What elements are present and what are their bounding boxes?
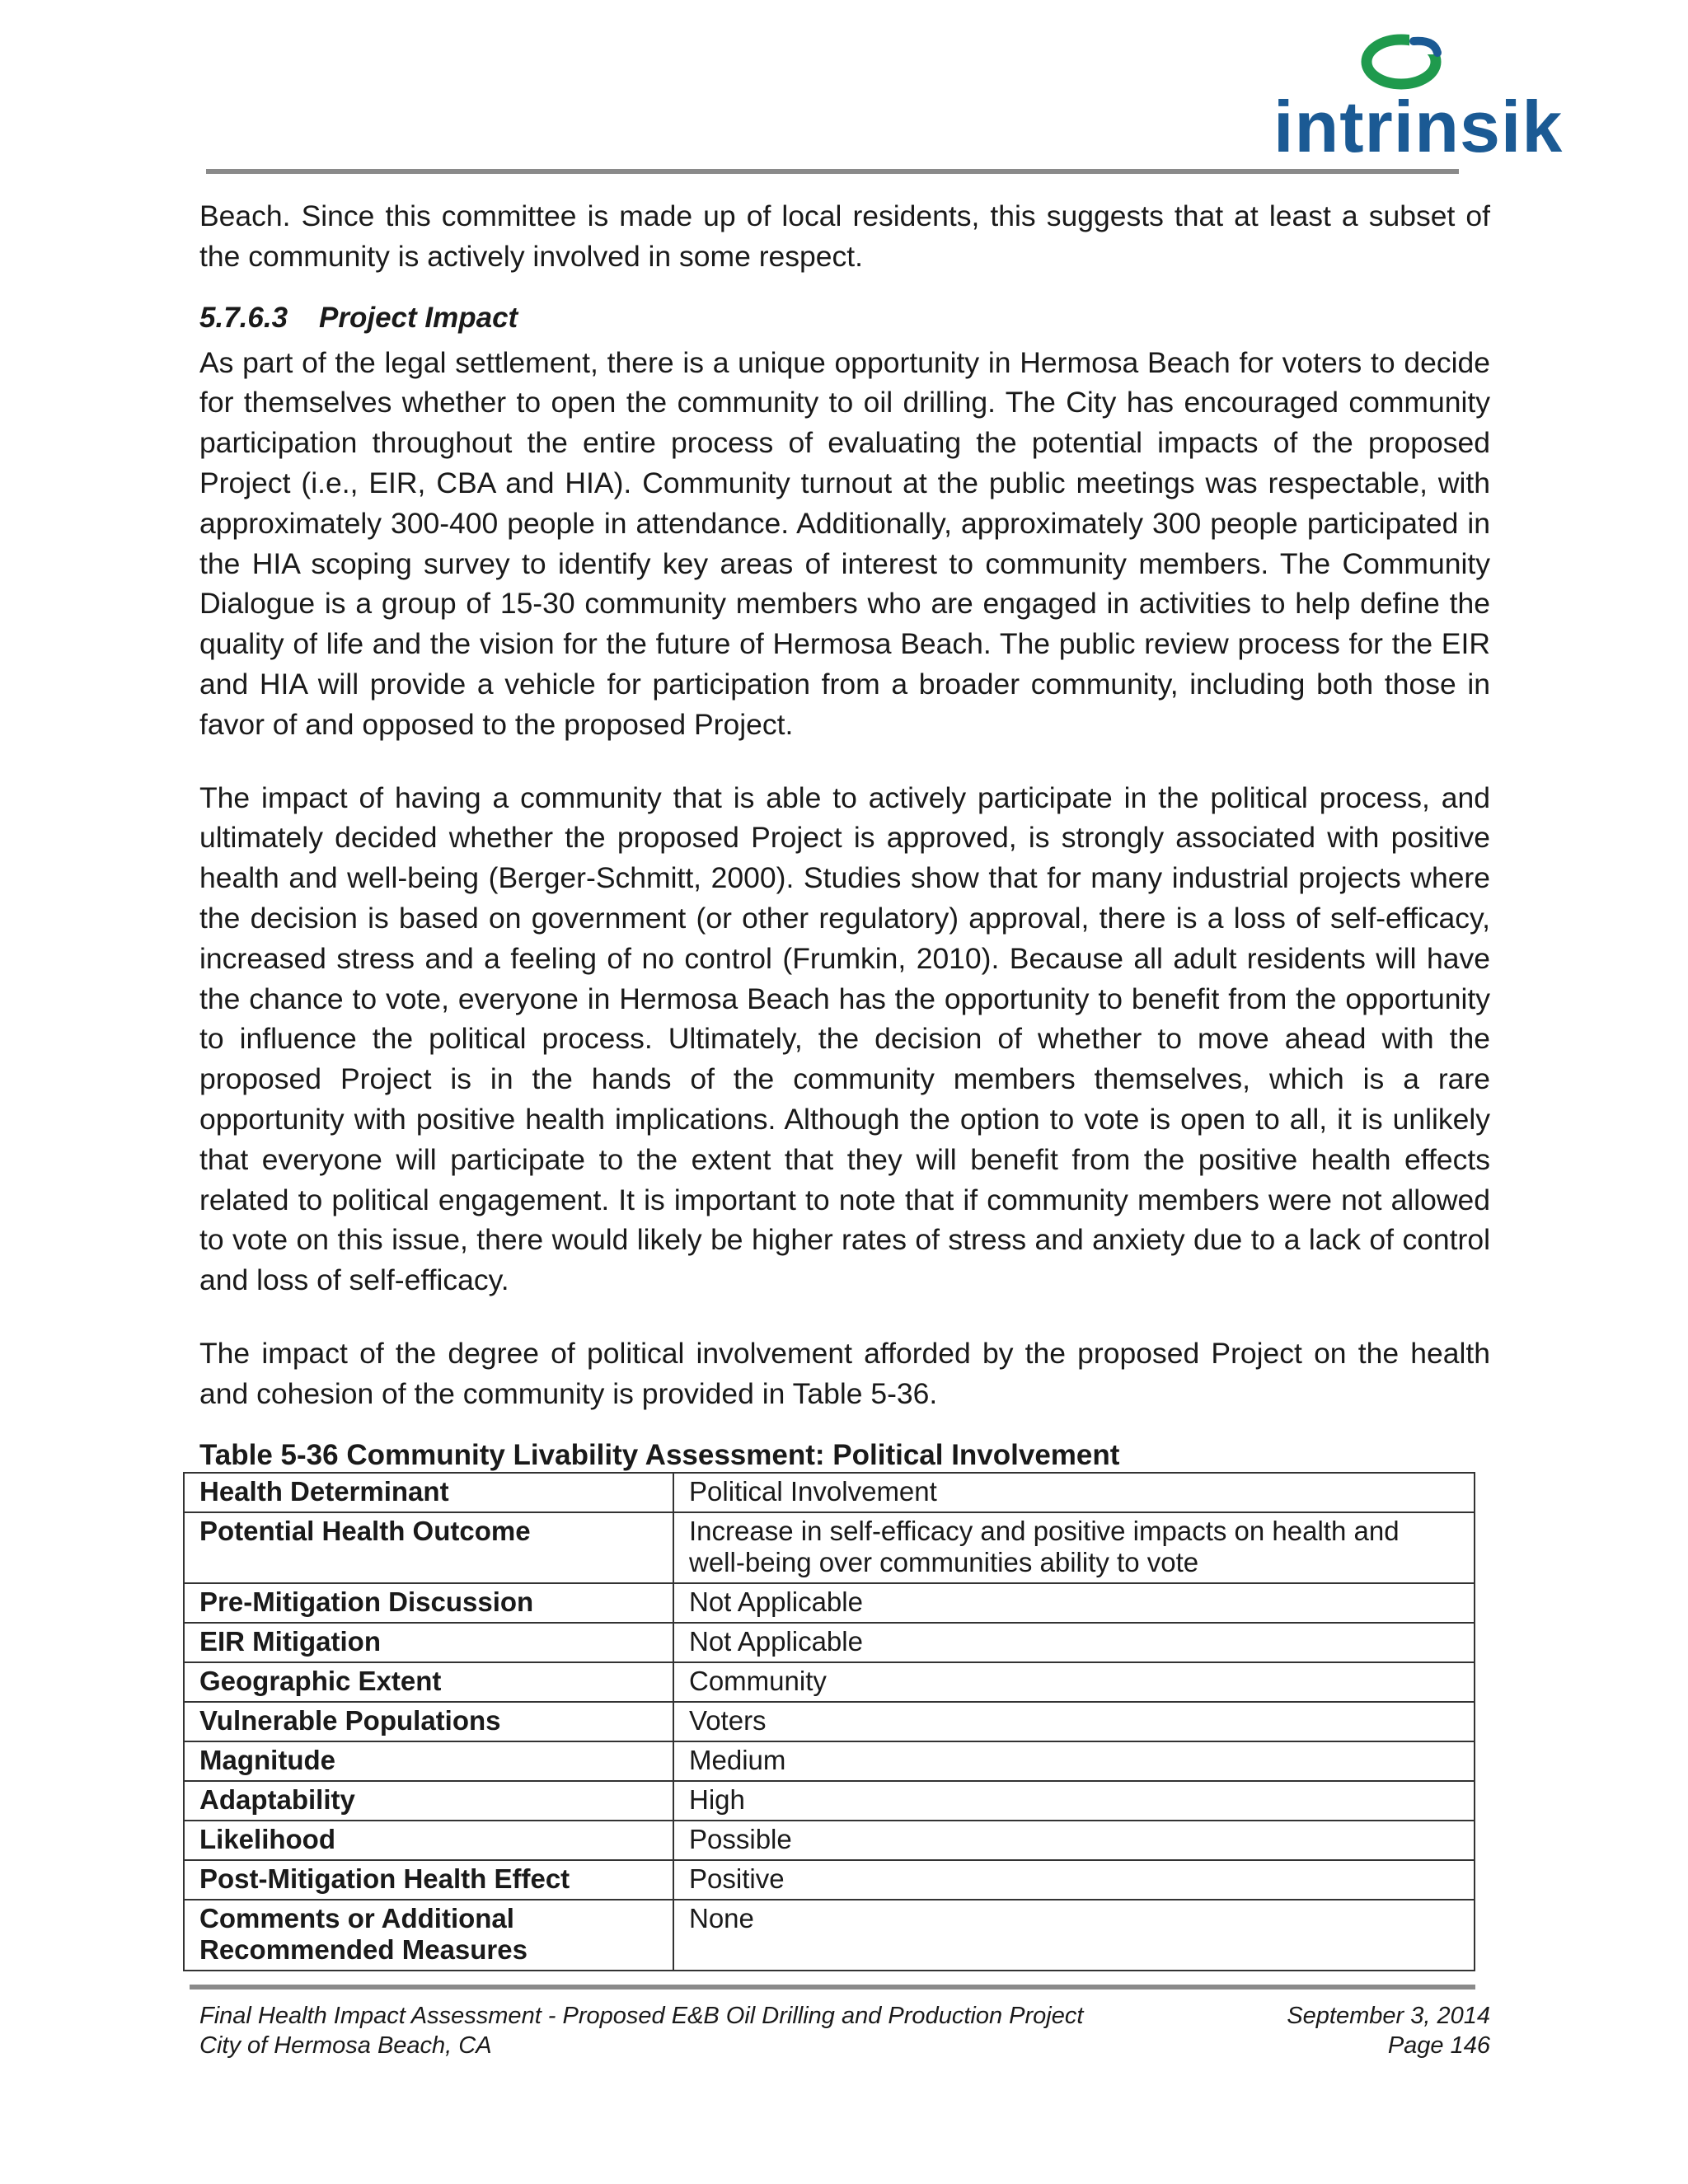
row-label: Comments or Additional Recommended Measures: [184, 1900, 673, 1971]
table-row: [184, 1623, 1475, 1662]
section-title: Project Impact: [319, 301, 518, 334]
table-row: [184, 1583, 1475, 1623]
body-paragraph: The impact of having a community that is able to actively participate in the political process, and ultimately decided whether the proposed Project is approved, is strongly associated with positive health and well-being (Berger-Schmitt, 2000). Studies show that for many industrial projects where the decision is based on government (or other regulatory) approval, there is a loss of self-efficacy, increased stress and a feeling of no control (Frumkin, 2010). Because all adult residents will have the chance to vote, everyone in Hermosa Beach has the opportunity to benefit from the opportunity to influence the political process. Ultimately, the decision of whether to move ahead with the proposed Project is in the hands of the community members themselves, which is a rare opportunity with positive health implications. Although the option to vote is open to all, it is unlikely that everyone will participate to the extent that they will benefit from the positive health effects related to political engagement. It is important to note that if community members were not allowed to vote on this issue, there would likely be higher rates of stress and anxiety due to a lack of control and loss of self-efficacy.: [199, 780, 1490, 1297]
section-heading: [199, 300, 1490, 336]
row-value: Community: [673, 1662, 1475, 1702]
footer-left: [199, 2001, 1083, 2060]
footer-report-title: Final Health Impact Assessment - Proposed E&B Oil Drilling and Production Project: [199, 2003, 1084, 2029]
section-number: 5.7.6.3: [199, 301, 288, 334]
table-row: [184, 1860, 1475, 1900]
row-label: Potential Health Outcome: [184, 1512, 673, 1583]
table-row: [184, 1702, 1475, 1741]
row-value: Positive: [673, 1860, 1475, 1900]
body-paragraph: As part of the legal settlement, there is a unique opportunity in Hermosa Beach for voters to decide for themselves whether to open the community to oil drilling. The City has encouraged community participation throughout the entire process of evaluating the potential impacts of the proposed Project (i.e., EIR, CBA and HIA). Community turnout at the public meetings was respectable, with approximately 300-400 people in attendance. Additionally, approximately 300 people participated in the HIA scoping survey to identify key areas of interest to community members. The Community Dialogue is a group of 15-30 community members who are engaged in activities to help define the quality of life and the vision for the future of Hermosa Beach. The public review process for the EIR and HIA will provide a vehicle for participation from a broader community, including both those in favor of and opposed to the proposed Project.: [199, 345, 1490, 741]
row-value: Possible: [673, 1821, 1475, 1860]
footer-page-number: Page 146: [1387, 2032, 1490, 2059]
footer-rule: [190, 1985, 1475, 1990]
row-label: Vulnerable Populations: [184, 1702, 673, 1741]
row-label: Geographic Extent: [184, 1662, 673, 1702]
table-title: Table 5-36 Community Livability Assessment: Political Involvement: [199, 1439, 1120, 1471]
row-label: Health Determinant: [184, 1473, 673, 1512]
row-value: None: [673, 1900, 1475, 1971]
body-paragraph: The impact of the degree of political involvement afforded by the proposed Project on the health and cohesion of the community is provided in Table 5-36.: [199, 1336, 1490, 1410]
row-label: Magnitude: [184, 1741, 673, 1781]
row-value: High: [673, 1781, 1475, 1821]
row-value: Voters: [673, 1702, 1475, 1741]
table-row: [184, 1512, 1475, 1583]
intro-paragraph: Beach. Since this committee is made up of local residents, this suggests that at least a subset of the community is actively involved in some respect.: [199, 199, 1490, 273]
footer-right: [1287, 2001, 1490, 2060]
table-row: [184, 1900, 1475, 1971]
row-value: Not Applicable: [673, 1583, 1475, 1623]
table-row: [184, 1781, 1475, 1821]
footer-location: City of Hermosa Beach, CA: [199, 2032, 492, 2059]
logo-wordmark: intrinsik: [1273, 86, 1564, 167]
table-row: [184, 1473, 1475, 1512]
header-rule: [206, 169, 1459, 174]
row-value: Increase in self-efficacy and positive impacts on health and well-being over communities ability to vote: [673, 1512, 1475, 1583]
assessment-table: [183, 1472, 1475, 1971]
row-value: Not Applicable: [673, 1623, 1475, 1662]
row-value: Political Involvement: [673, 1473, 1475, 1512]
row-value: Medium: [673, 1741, 1475, 1781]
logo-swoosh-icon: [1352, 33, 1451, 91]
row-label: Adaptability: [184, 1781, 673, 1821]
table-row: [184, 1662, 1475, 1702]
table-row: [184, 1821, 1475, 1860]
table-row: [184, 1741, 1475, 1781]
row-label: Pre-Mitigation Discussion: [184, 1583, 673, 1623]
page-body: [199, 196, 1490, 1414]
footer-date: September 3, 2014: [1287, 2003, 1490, 2029]
intrinsik-logo: [1273, 33, 1564, 167]
row-label: EIR Mitigation: [184, 1623, 673, 1662]
row-label: Post-Mitigation Health Effect: [184, 1860, 673, 1900]
row-label: Likelihood: [184, 1821, 673, 1860]
